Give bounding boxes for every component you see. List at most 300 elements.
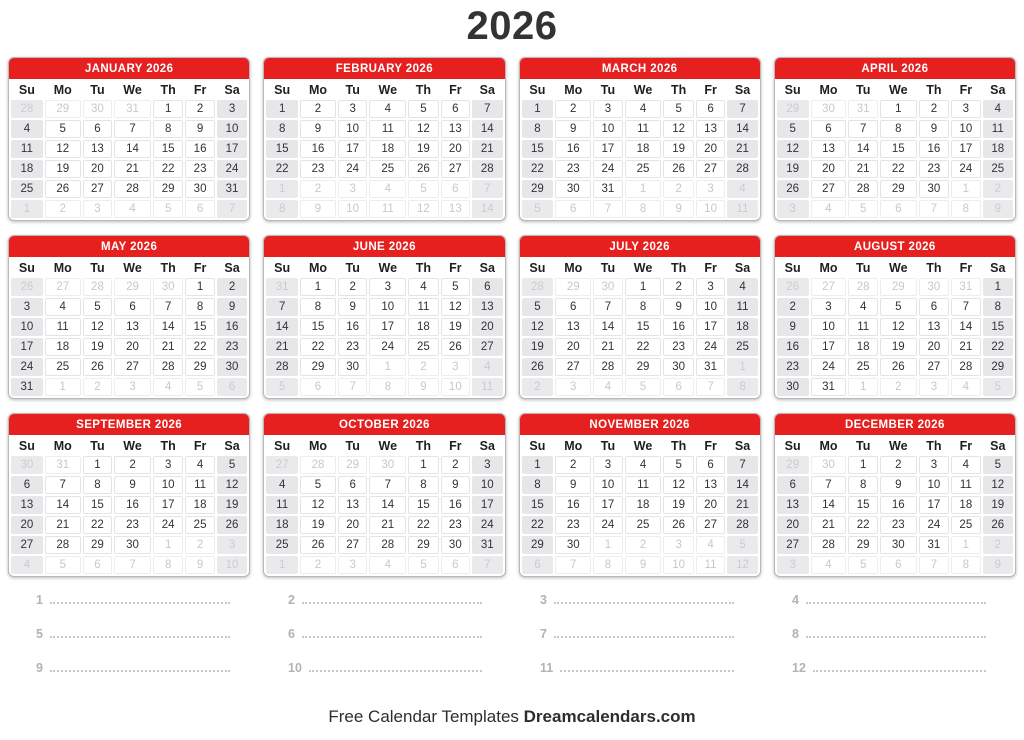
day-cell: 2 (408, 358, 438, 376)
day-cell: 2 (663, 180, 693, 198)
day-cell: 24 (217, 160, 247, 178)
day-cell: 6 (777, 476, 809, 494)
week-row (522, 476, 758, 494)
week-row (11, 516, 247, 534)
day-cell: 8 (153, 120, 183, 138)
day-cell: 3 (153, 456, 183, 474)
week-row (522, 378, 758, 396)
day-cell: 1 (951, 536, 980, 554)
day-cell: 26 (983, 516, 1013, 534)
day-cell: 6 (696, 456, 725, 474)
weekday-label: Su (784, 83, 801, 97)
weekday-label: Sa (224, 261, 240, 275)
weekday-label: Mo (564, 83, 583, 97)
day-cell: 7 (472, 556, 502, 574)
day-cell: 9 (338, 298, 367, 316)
note-number: 5 (36, 627, 43, 641)
day-cell: 3 (441, 358, 470, 376)
day-cell: 17 (919, 496, 949, 514)
day-cell: 5 (45, 556, 81, 574)
day-cell: 24 (696, 338, 725, 356)
day-cell: 21 (369, 516, 406, 534)
month-title: FEBRUARY 2026 (264, 58, 504, 79)
day-cell: 7 (114, 556, 151, 574)
month-panel-september (8, 413, 250, 577)
day-cell: 12 (727, 556, 757, 574)
weekday-label: We (633, 439, 653, 453)
day-cell: 4 (625, 100, 662, 118)
day-cell: 8 (727, 378, 757, 396)
note-dotted-line (806, 593, 986, 604)
note-number: 9 (36, 661, 43, 675)
day-cell: 29 (522, 536, 554, 554)
note-line (764, 627, 1016, 661)
day-cell: 24 (153, 516, 183, 534)
day-cell: 22 (522, 516, 554, 534)
note-number: 7 (540, 627, 547, 641)
day-cell: 1 (625, 180, 662, 198)
day-cell: 22 (625, 338, 662, 356)
day-cell: 1 (153, 536, 183, 554)
day-cell: 27 (472, 338, 502, 356)
day-cell: 10 (593, 120, 622, 138)
day-cell: 15 (153, 140, 183, 158)
weekday-label: Sa (990, 439, 1006, 453)
day-cell: 1 (45, 378, 81, 396)
day-cell: 2 (185, 100, 214, 118)
day-cell: 5 (185, 378, 214, 396)
day-cell: 7 (338, 378, 367, 396)
month-title: AUGUST 2026 (775, 236, 1015, 257)
week-row (777, 120, 1013, 138)
day-cell: 14 (153, 318, 183, 336)
day-cell: 6 (472, 278, 502, 296)
day-cell: 23 (555, 160, 591, 178)
month-table (520, 435, 760, 576)
day-cell: 21 (114, 160, 151, 178)
day-cell: 30 (555, 180, 591, 198)
day-cell: 4 (408, 278, 438, 296)
day-cell: 2 (983, 180, 1013, 198)
day-cell: 18 (625, 140, 662, 158)
day-cell: 5 (848, 200, 877, 218)
day-cell: 9 (663, 298, 693, 316)
day-cell: 23 (217, 338, 247, 356)
day-cell: 2 (83, 378, 112, 396)
week-row (522, 278, 758, 296)
day-cell: 9 (217, 298, 247, 316)
day-cell: 14 (472, 120, 502, 138)
day-cell: 31 (951, 278, 980, 296)
day-cell: 3 (593, 100, 622, 118)
day-cell: 4 (11, 120, 43, 138)
day-cell: 26 (11, 278, 43, 296)
day-cell: 30 (811, 100, 847, 118)
day-cell: 3 (338, 100, 367, 118)
day-cell: 21 (848, 160, 877, 178)
day-cell: 2 (45, 200, 81, 218)
day-cell: 10 (441, 378, 470, 396)
week-row (266, 536, 502, 554)
day-cell: 14 (369, 496, 406, 514)
month-panel-july (519, 235, 761, 399)
month-title: MARCH 2026 (520, 58, 760, 79)
day-cell: 6 (522, 556, 554, 574)
day-cell: 15 (300, 318, 336, 336)
weekday-label: We (889, 261, 908, 275)
week-row (522, 536, 758, 554)
week-row (777, 556, 1013, 574)
day-cell: 6 (696, 100, 725, 118)
day-cell: 29 (848, 536, 877, 554)
week-row (11, 318, 247, 336)
day-cell: 9 (185, 556, 214, 574)
month-title: APRIL 2026 (775, 58, 1015, 79)
day-cell: 26 (777, 278, 809, 296)
weekday-label: Th (671, 261, 687, 275)
weekday-label: Tu (345, 83, 360, 97)
weekday-label: Mo (53, 261, 72, 275)
day-cell: 8 (522, 120, 554, 138)
month-title: JANUARY 2026 (9, 58, 249, 79)
day-cell: 4 (153, 378, 183, 396)
day-cell: 23 (777, 358, 809, 376)
day-cell: 1 (848, 456, 877, 474)
day-cell: 21 (951, 338, 980, 356)
week-row (522, 180, 758, 198)
month-panel-february (263, 57, 505, 221)
day-cell: 12 (777, 140, 809, 158)
week-row (522, 200, 758, 218)
day-cell: 23 (663, 338, 693, 356)
week-row (777, 318, 1013, 336)
day-cell: 7 (727, 456, 757, 474)
day-cell: 3 (338, 556, 367, 574)
day-cell: 2 (300, 100, 336, 118)
day-cell: 4 (727, 180, 757, 198)
day-cell: 30 (83, 100, 112, 118)
day-cell: 18 (185, 496, 214, 514)
day-cell: 13 (555, 318, 591, 336)
day-cell: 29 (83, 536, 112, 554)
day-cell: 6 (880, 556, 917, 574)
day-cell: 20 (338, 516, 367, 534)
day-cell: 3 (696, 278, 725, 296)
week-row (522, 456, 758, 474)
weekday-label: Th (926, 439, 942, 453)
day-cell: 20 (919, 338, 949, 356)
month-panel-august (774, 235, 1016, 399)
weekday-label: Su (18, 439, 35, 453)
weekday-label: We (378, 83, 398, 97)
day-cell: 10 (153, 476, 183, 494)
day-cell: 30 (441, 536, 470, 554)
day-cell: 24 (919, 516, 949, 534)
day-cell: 10 (217, 556, 247, 574)
weekday-label: Fr (449, 261, 462, 275)
weekday-label: Mo (819, 439, 838, 453)
week-row (777, 298, 1013, 316)
day-cell: 17 (153, 496, 183, 514)
day-cell: 27 (696, 160, 725, 178)
day-cell: 26 (522, 358, 554, 376)
weekday-label: Su (18, 83, 35, 97)
day-cell: 8 (951, 200, 980, 218)
day-cell: 18 (848, 338, 877, 356)
day-cell: 15 (522, 496, 554, 514)
day-cell: 7 (266, 298, 298, 316)
weekday-label: Su (784, 261, 801, 275)
day-cell: 5 (625, 378, 662, 396)
day-cell: 1 (266, 100, 298, 118)
day-cell: 29 (522, 180, 554, 198)
weekday-label: Sa (479, 83, 495, 97)
day-cell: 16 (114, 496, 151, 514)
day-cell: 27 (555, 358, 591, 376)
day-cell: 9 (777, 318, 809, 336)
day-cell: 5 (663, 100, 693, 118)
day-cell: 7 (727, 100, 757, 118)
note-dotted-line (50, 593, 230, 604)
day-cell: 16 (919, 140, 949, 158)
day-cell: 5 (727, 536, 757, 554)
weekday-label: Tu (90, 261, 105, 275)
day-cell: 15 (185, 318, 214, 336)
week-row (522, 496, 758, 514)
day-cell: 23 (441, 516, 470, 534)
day-cell: 10 (696, 298, 725, 316)
day-cell: 27 (83, 180, 112, 198)
day-cell: 30 (919, 278, 949, 296)
day-cell: 28 (11, 100, 43, 118)
day-cell: 16 (338, 318, 367, 336)
day-cell: 16 (217, 318, 247, 336)
day-cell: 20 (83, 160, 112, 178)
day-cell: 7 (369, 476, 406, 494)
day-cell: 13 (777, 496, 809, 514)
weekday-label: We (378, 439, 398, 453)
week-row (522, 516, 758, 534)
day-cell: 26 (441, 338, 470, 356)
week-row (777, 456, 1013, 474)
calendar-grid (0, 57, 1024, 577)
day-cell: 3 (114, 378, 151, 396)
weekday-label: Sa (479, 439, 495, 453)
day-cell: 10 (369, 298, 406, 316)
day-cell: 27 (338, 536, 367, 554)
month-panel-may (8, 235, 250, 399)
day-cell: 3 (217, 536, 247, 554)
day-cell: 18 (625, 496, 662, 514)
weekday-label: We (123, 261, 142, 275)
day-cell: 21 (727, 496, 757, 514)
note-number: 3 (540, 593, 547, 607)
day-cell: 16 (880, 496, 917, 514)
week-row (11, 456, 247, 474)
day-cell: 29 (185, 358, 214, 376)
day-cell: 8 (185, 298, 214, 316)
day-cell: 6 (83, 120, 112, 138)
day-cell: 8 (369, 378, 406, 396)
month-panel-december (774, 413, 1016, 577)
week-row (266, 180, 502, 198)
week-row (11, 140, 247, 158)
month-table (9, 435, 249, 576)
day-cell: 20 (696, 496, 725, 514)
month-panel-october (263, 413, 505, 577)
day-cell: 24 (472, 516, 502, 534)
day-cell: 26 (777, 180, 809, 198)
day-cell: 25 (45, 358, 81, 376)
day-cell: 1 (369, 358, 406, 376)
day-cell: 13 (919, 318, 949, 336)
day-cell: 26 (217, 516, 247, 534)
note-dotted-line (50, 627, 230, 638)
day-cell: 3 (83, 200, 112, 218)
week-row (11, 496, 247, 514)
day-cell: 28 (83, 278, 112, 296)
day-cell: 11 (983, 120, 1013, 138)
day-cell: 3 (777, 200, 809, 218)
day-cell: 30 (880, 536, 917, 554)
day-cell: 12 (83, 318, 112, 336)
day-cell: 3 (919, 456, 949, 474)
day-cell: 25 (727, 338, 757, 356)
day-cell: 8 (266, 120, 298, 138)
day-cell: 14 (811, 496, 847, 514)
day-cell: 25 (266, 536, 298, 554)
day-cell: 4 (45, 298, 81, 316)
day-cell: 13 (696, 120, 725, 138)
day-cell: 27 (811, 180, 847, 198)
day-cell: 7 (919, 556, 949, 574)
note-line (512, 593, 764, 627)
day-cell: 3 (696, 180, 725, 198)
day-cell: 12 (217, 476, 247, 494)
day-cell: 5 (880, 298, 917, 316)
note-dotted-line (813, 661, 986, 672)
week-row (777, 516, 1013, 534)
note-line (764, 661, 1016, 695)
day-cell: 1 (83, 456, 112, 474)
day-cell: 4 (185, 456, 214, 474)
day-cell: 5 (408, 556, 438, 574)
week-row (777, 476, 1013, 494)
day-cell: 26 (83, 358, 112, 376)
day-cell: 8 (983, 298, 1013, 316)
day-cell: 9 (919, 120, 949, 138)
day-cell: 11 (951, 476, 980, 494)
week-row (266, 298, 502, 316)
day-cell: 3 (919, 378, 949, 396)
day-cell: 28 (369, 536, 406, 554)
day-cell: 6 (555, 298, 591, 316)
day-cell: 25 (625, 516, 662, 534)
day-cell: 2 (880, 378, 917, 396)
day-cell: 1 (11, 200, 43, 218)
day-cell: 8 (83, 476, 112, 494)
weekday-label: Th (415, 261, 432, 275)
day-cell: 29 (880, 278, 917, 296)
week-row (522, 318, 758, 336)
day-cell: 7 (848, 120, 877, 138)
day-cell: 22 (522, 160, 554, 178)
day-cell: 6 (83, 556, 112, 574)
weekday-label: Th (160, 439, 176, 453)
day-cell: 4 (369, 180, 406, 198)
day-cell: 25 (983, 160, 1013, 178)
day-cell: 11 (11, 140, 43, 158)
day-cell: 2 (114, 456, 151, 474)
day-cell: 21 (593, 338, 622, 356)
week-row (777, 180, 1013, 198)
month-table (9, 257, 249, 398)
weekday-label: Su (529, 261, 546, 275)
weekday-label: Tu (855, 439, 871, 453)
note-line (260, 627, 512, 661)
weekday-label: Su (784, 439, 801, 453)
week-row (11, 476, 247, 494)
weekday-label: Mo (819, 261, 838, 275)
day-cell: 18 (45, 338, 81, 356)
day-cell: 6 (114, 298, 151, 316)
day-cell: 18 (11, 160, 43, 178)
day-cell: 4 (472, 358, 502, 376)
weekday-label: Th (926, 83, 942, 97)
day-cell: 20 (777, 516, 809, 534)
day-cell: 2 (300, 180, 336, 198)
year-title: 2026 (466, 4, 558, 48)
day-cell: 10 (217, 120, 247, 138)
day-cell: 22 (983, 338, 1013, 356)
day-cell: 28 (727, 516, 757, 534)
day-cell: 28 (114, 180, 151, 198)
week-row (266, 456, 502, 474)
day-cell: 23 (300, 160, 336, 178)
day-cell: 2 (777, 298, 809, 316)
day-cell: 24 (593, 160, 622, 178)
day-cell: 29 (625, 358, 662, 376)
weekday-label: Su (274, 83, 291, 97)
week-row (777, 200, 1013, 218)
month-title: DECEMBER 2026 (775, 414, 1015, 435)
weekday-label: Fr (449, 439, 462, 453)
month-panel-march (519, 57, 761, 221)
day-cell: 1 (625, 278, 662, 296)
day-cell: 15 (880, 140, 917, 158)
note-dotted-line (554, 627, 734, 638)
day-cell: 19 (880, 338, 917, 356)
day-cell: 17 (369, 318, 406, 336)
note-dotted-line (50, 661, 230, 672)
weekday-label: Su (18, 261, 35, 275)
day-cell: 28 (727, 160, 757, 178)
weekday-label: Th (160, 83, 176, 97)
day-cell: 12 (663, 120, 693, 138)
day-cell: 17 (11, 338, 43, 356)
weekday-label: Fr (193, 439, 207, 453)
day-cell: 12 (45, 140, 81, 158)
day-cell: 17 (696, 318, 725, 336)
day-cell: 9 (625, 556, 662, 574)
note-number: 8 (792, 627, 799, 641)
day-cell: 5 (266, 378, 298, 396)
day-cell: 6 (555, 200, 591, 218)
day-cell: 2 (338, 278, 367, 296)
day-cell: 14 (727, 120, 757, 138)
day-cell: 7 (696, 378, 725, 396)
day-cell: 19 (663, 496, 693, 514)
